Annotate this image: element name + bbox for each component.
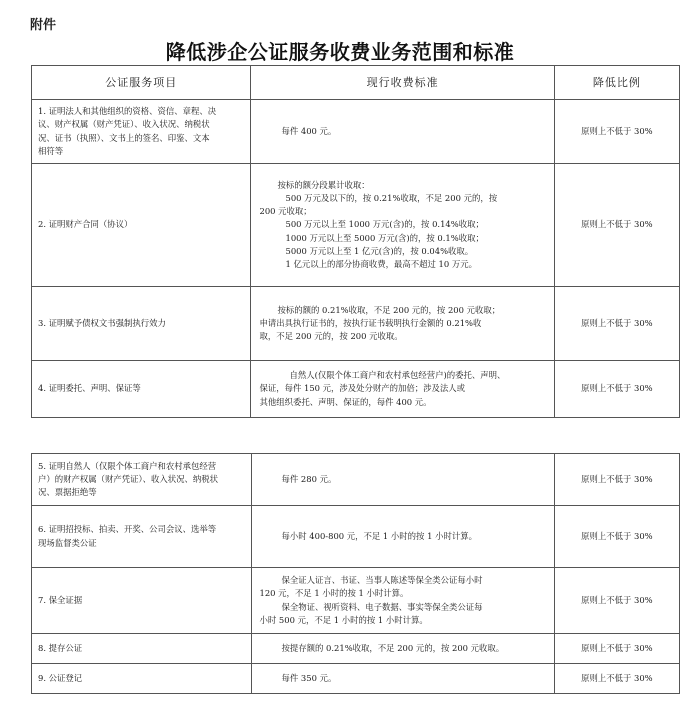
header-current-standard: 现行收费标准 — [251, 66, 554, 100]
table-row — [32, 568, 680, 634]
reduction-ratio-cell: 原则上不低于 30% — [554, 664, 679, 694]
service-item-cell — [32, 506, 252, 568]
item-text-line: 相符等 — [38, 145, 64, 156]
reduction-ratio-cell: 原则上不低于 30% — [554, 568, 679, 634]
service-item-cell — [32, 664, 252, 694]
service-item-cell — [32, 361, 251, 418]
service-item-cell — [32, 287, 251, 361]
standard-text-line: 申请出具执行证书的，按执行证书载明执行金额的 0.21%收 — [259, 317, 482, 328]
item-text-line: 户）的财产权属（财产凭证）、收入状况、纳税状 — [38, 473, 219, 484]
item-text-line: 2. 证明财产合同（协议） — [38, 219, 133, 230]
standard-text-line: 每件 280 元。 — [281, 473, 337, 484]
standard-text-line: 120 元，不足 1 小时的按 1 小时计算。 — [259, 588, 409, 599]
fee-standard-cell — [251, 361, 554, 418]
standard-text-line: 200 元收取； — [259, 206, 312, 217]
attachment-label: 附件 — [30, 18, 57, 33]
standard-text-line: 按标的额分段累计收取： — [277, 180, 370, 191]
item-text-line: 议、财产权属（财产凭证）、收入状况、纳税状 — [38, 119, 210, 130]
table-row — [32, 164, 680, 287]
standard-text-line: 自然人(仅限个体工商户和农村承包经营户)的委托、声明、 — [289, 370, 506, 381]
standard-text-line: 小时 500 元，不足 1 小时的按 1 小时计算。 — [259, 614, 428, 625]
standard-text-line: 每件 400 元。 — [281, 125, 337, 136]
reduction-ratio-cell: 原则上不低于 30% — [554, 287, 679, 361]
service-item-cell — [32, 568, 252, 634]
item-text-line: 况、证书（执照）、文书上的签名、印鉴、文本 — [38, 132, 210, 143]
standard-text-line: 保证，每件 150 元，涉及处分财产的加倍；涉及法人或 — [259, 383, 466, 394]
fee-table-part-1 — [31, 65, 680, 418]
table-row — [32, 506, 680, 568]
standard-text-line: 取，不足 200 元的，按 200 元收取。 — [259, 331, 403, 341]
fee-standard-cell — [251, 506, 554, 568]
table-row — [32, 454, 680, 506]
table-row — [32, 361, 680, 418]
document-title: 降低涉企公证服务收费业务范围和标准 — [165, 40, 515, 64]
standard-text-line: 5000 万元以上至 1 亿元(含)的，按 0.04%收取。 — [285, 245, 474, 256]
standard-text-line: 1 亿元以上的部分协商收费，最高不超过 10 万元。 — [285, 258, 477, 269]
service-item-cell — [32, 164, 251, 287]
fee-standard-cell — [251, 100, 554, 164]
reduction-ratio-cell: 原则上不低于 30% — [554, 454, 679, 506]
fee-table-part-2 — [31, 453, 680, 694]
reduction-ratio-cell: 原则上不低于 30% — [554, 506, 679, 568]
service-item-cell — [32, 100, 251, 164]
reduction-ratio-cell: 原则上不低于 30% — [554, 100, 679, 164]
reduction-ratio-cell: 原则上不低于 30% — [554, 634, 679, 664]
table-row — [32, 664, 680, 694]
standard-text-line: 保全证人证言、书证、当事人陈述等保全类公证每小时 — [281, 575, 483, 586]
standard-text-line: 按提存额的 0.21%收取，不足 200 元的，按 200 元收取。 — [281, 642, 505, 653]
fee-standard-cell — [251, 664, 554, 694]
standard-text-line: 按标的额的 0.21%收取，不足 200 元的，按 200 元收取； — [277, 304, 501, 315]
standard-text-line: 保全物证、视听资料、电子数据、事实等保全类公证每 — [281, 601, 483, 612]
item-text-line: 1. 证明法人和其他组织的资格、资信、章程、决 — [38, 106, 217, 117]
fee-standard-cell — [251, 454, 554, 506]
service-item-cell — [32, 634, 252, 664]
item-text-line: 况、票据拒绝等 — [38, 487, 97, 497]
fee-standard-cell — [251, 287, 554, 361]
item-text-line: 3. 证明赋予债权文书强制执行效力 — [38, 317, 166, 328]
fee-standard-cell — [251, 568, 554, 634]
item-text-line: 7. 保全证据 — [38, 594, 83, 605]
header-service-item: 公证服务项目 — [32, 66, 251, 100]
item-text-line: 9. 公证登记 — [38, 672, 83, 683]
standard-text-line: 每件 350 元。 — [281, 672, 337, 683]
standard-text-line: 1000 万元以上至 5000 万元(含)的，按 0.1%收取； — [285, 232, 484, 243]
header-reduction-ratio: 降低比例 — [554, 66, 679, 100]
reduction-ratio-cell: 原则上不低于 30% — [554, 361, 679, 418]
table-row — [32, 100, 680, 164]
fee-standard-cell — [251, 634, 554, 664]
reduction-ratio-cell: 原则上不低于 30% — [554, 164, 679, 287]
item-text-line: 4. 证明委托、声明、保证等 — [38, 383, 141, 394]
item-text-line: 现场监督类公证 — [38, 537, 97, 548]
table-row — [32, 287, 680, 361]
table-row — [32, 634, 680, 664]
standard-text-line: 其他组织委托、声明、保证的，每件 400 元。 — [259, 396, 432, 407]
standard-text-line: 500 万元以上至 1000 万元(含)的，按 0.14%收取； — [285, 219, 484, 230]
service-item-cell — [32, 454, 252, 506]
item-text-line: 8. 提存公证 — [38, 642, 83, 653]
table-header-row — [32, 66, 680, 100]
item-text-line: 6. 证明招投标、拍卖、开奖、公司会议、选举等 — [38, 524, 217, 535]
standard-text-line: 500 万元及以下的，按 0.21%收取，不足 200 元的，按 — [285, 193, 498, 204]
fee-standard-cell — [251, 164, 554, 287]
item-text-line: 5. 证明自然人（仅限个体工商户和农村承包经营 — [38, 460, 217, 471]
standard-text-line: 每小时 400-800 元，不足 1 小时的按 1 小时计算。 — [281, 530, 477, 541]
